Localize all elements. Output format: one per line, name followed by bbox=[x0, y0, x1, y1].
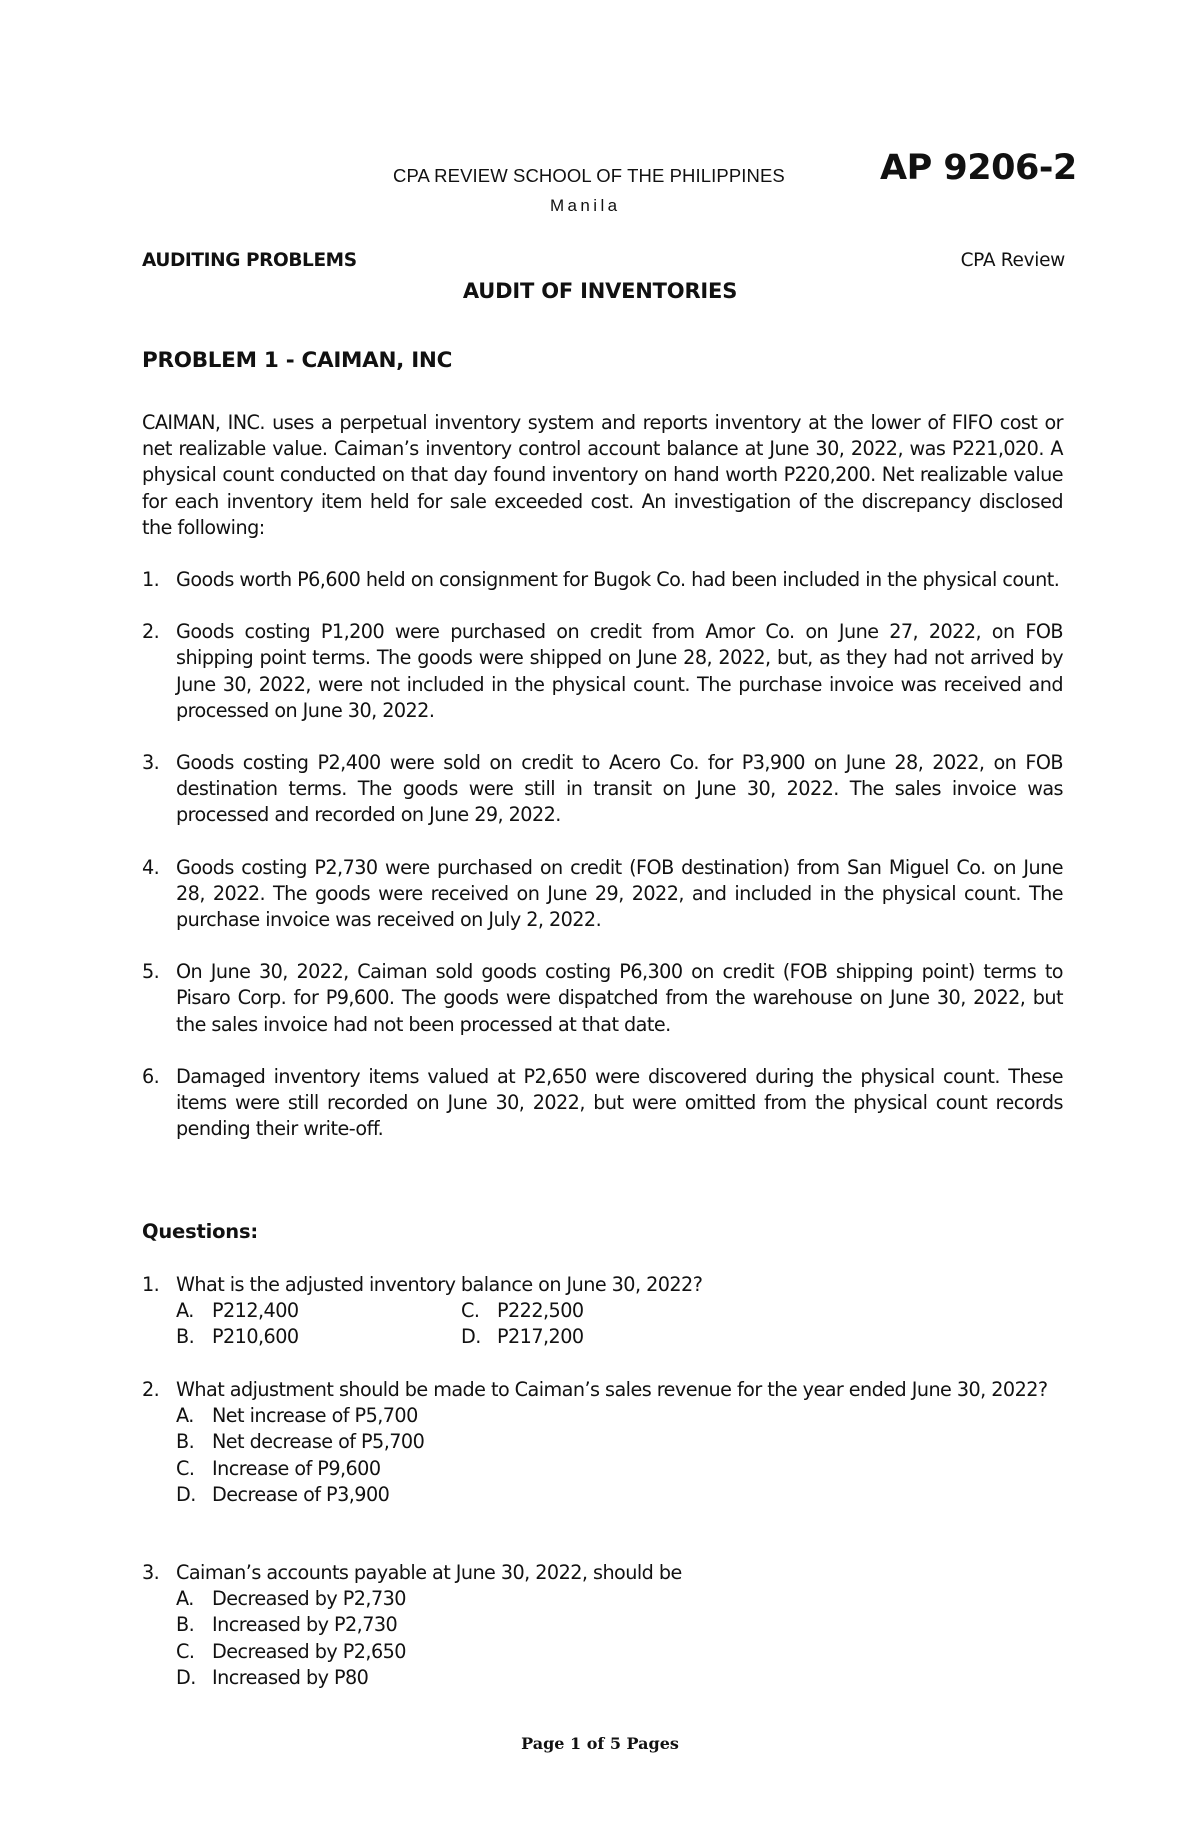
answer-option[interactable] bbox=[176, 1586, 1063, 1612]
page-footer: Page 1 of 5 Pages bbox=[521, 1734, 679, 1753]
answer-option[interactable] bbox=[176, 1403, 1063, 1429]
option-letter: A. bbox=[176, 1299, 194, 1323]
answer-option[interactable] bbox=[461, 1324, 761, 1350]
option-text: Decreased by P2,650 bbox=[212, 1639, 406, 1663]
answer-options bbox=[176, 1298, 1063, 1350]
list-item bbox=[142, 750, 1063, 829]
option-text: Decreased by P2,730 bbox=[212, 1587, 406, 1611]
answer-option[interactable] bbox=[176, 1482, 1063, 1508]
list-item bbox=[142, 855, 1063, 934]
answer-option[interactable] bbox=[176, 1298, 461, 1324]
subject-heading: AUDITING PROBLEMS bbox=[142, 250, 357, 271]
problem-intro: CAIMAN, INC. uses a perpetual inventory system and reports inventory at the lower of FIFO cost or net realizable value. Caiman’s inventory control account balance at June 30, 2022, was P221,020. A physical count conducted on that day found inventory on hand worth P220,200. Net realizable value for each inventory item held for sale exceeded cost. An investigation of the discrepancy disclosed the following: bbox=[142, 411, 1063, 539]
question-3 bbox=[142, 1560, 1063, 1691]
item-text: Goods costing P2,730 were purchased on credit (FOB destination) from San Miguel Co. on June 28, 2022. The goods were received on June 29, 2022, and included in the physical count. The purchase invoice was received on July 2, 2022. bbox=[176, 855, 1063, 932]
discrepancy-list bbox=[142, 567, 1063, 1168]
answer-options bbox=[176, 1586, 1063, 1691]
answer-option[interactable] bbox=[176, 1639, 1063, 1665]
option-letter: A. bbox=[176, 1404, 194, 1428]
question-text: Caiman’s accounts payable at June 30, 2022, should be bbox=[176, 1561, 682, 1584]
option-letter: D. bbox=[176, 1482, 196, 1506]
option-letter: B. bbox=[176, 1613, 195, 1637]
answer-option[interactable] bbox=[176, 1324, 461, 1350]
answer-option[interactable] bbox=[176, 1429, 1063, 1455]
item-text: Goods costing P2,400 were sold on credit to Acero Co. for P3,900 on June 28, 2022, on FOB destination terms. The goods were still in transit on June 30, 2022. The sales invoice was processed and recorded on June 29, 2022. bbox=[176, 751, 1063, 827]
option-letter: C. bbox=[176, 1456, 195, 1480]
option-text: Increased by P80 bbox=[212, 1665, 369, 1689]
option-letter: D. bbox=[176, 1665, 196, 1689]
option-text: Increased by P2,730 bbox=[212, 1613, 398, 1637]
option-text: Net decrease of P5,700 bbox=[212, 1430, 425, 1454]
item-number: 1. bbox=[142, 568, 160, 591]
item-text: Damaged inventory items valued at P2,650 were discovered during the physical count. These items were still recorded on June 30, 2022, but were omitted from the physical count records pending their write-off. bbox=[176, 1064, 1063, 1141]
question-number: 3. bbox=[142, 1561, 160, 1584]
course-label: CPA Review bbox=[960, 250, 1065, 271]
item-number: 6. bbox=[142, 1064, 160, 1088]
item-number: 4. bbox=[142, 855, 160, 879]
option-text: P222,500 bbox=[497, 1299, 584, 1323]
option-letter: C. bbox=[176, 1639, 195, 1663]
document-code: AP 9206-2 bbox=[880, 148, 1077, 188]
school-name: CPA REVIEW SCHOOL OF THE PHILIPPINES bbox=[393, 165, 785, 186]
question-1 bbox=[142, 1272, 1063, 1351]
question-number: 1. bbox=[142, 1273, 160, 1296]
option-letter: B. bbox=[176, 1325, 195, 1349]
option-letter: B. bbox=[176, 1430, 195, 1454]
answer-option[interactable] bbox=[176, 1665, 1063, 1691]
item-number: 5. bbox=[142, 960, 160, 984]
answer-option[interactable] bbox=[176, 1456, 1063, 1482]
option-text: P212,400 bbox=[212, 1299, 299, 1323]
question-number: 2. bbox=[142, 1378, 160, 1401]
page-title: AUDIT OF INVENTORIES bbox=[462, 279, 738, 303]
option-text: Net increase of P5,700 bbox=[212, 1404, 418, 1428]
list-item bbox=[142, 619, 1063, 724]
item-number: 3. bbox=[142, 751, 160, 775]
option-text: Decrease of P3,900 bbox=[212, 1482, 390, 1506]
question-text: What is the adjusted inventory balance on June 30, 2022? bbox=[176, 1273, 703, 1296]
option-text: P217,200 bbox=[497, 1325, 584, 1349]
item-text: Goods worth P6,600 held on consignment for Bugok Co. had been included in the physical count. bbox=[176, 568, 1060, 591]
item-text: Goods costing P1,200 were purchased on credit from Amor Co. on June 27, 2022, on FOB shipping point terms. The goods were shipped on June 28, 2022, but, as they had not arrived by June 30, 2022, were not included in the physical count. The purchase invoice was received and processed on June 30, 2022. bbox=[176, 620, 1063, 722]
option-text: P210,600 bbox=[212, 1325, 299, 1349]
question-text: What adjustment should be made to Caiman’s sales revenue for the year ended June 30, 2022? bbox=[176, 1378, 1048, 1401]
question-2 bbox=[142, 1377, 1063, 1508]
answer-option[interactable] bbox=[461, 1298, 761, 1324]
option-letter: C. bbox=[461, 1299, 480, 1323]
option-letter: D. bbox=[461, 1325, 481, 1349]
answer-options bbox=[176, 1403, 1063, 1508]
option-letter: A. bbox=[176, 1587, 194, 1611]
option-text: Increase of P9,600 bbox=[212, 1456, 381, 1480]
answer-option[interactable] bbox=[176, 1612, 1063, 1638]
problem-title: PROBLEM 1 - CAIMAN, INC bbox=[142, 348, 453, 373]
item-number: 2. bbox=[142, 620, 160, 644]
item-text: On June 30, 2022, Caiman sold goods costing P6,300 on credit (FOB shipping point) terms to Pisaro Corp. for P9,600. The goods were dispatched from the warehouse on June 30, 2022, but the sales invoice had not been processed at that date. bbox=[176, 960, 1063, 1036]
school-city: Manila bbox=[550, 196, 621, 215]
list-item bbox=[142, 1064, 1063, 1143]
questions-heading: Questions: bbox=[142, 1220, 258, 1243]
list-item bbox=[142, 567, 1063, 593]
list-item bbox=[142, 959, 1063, 1038]
